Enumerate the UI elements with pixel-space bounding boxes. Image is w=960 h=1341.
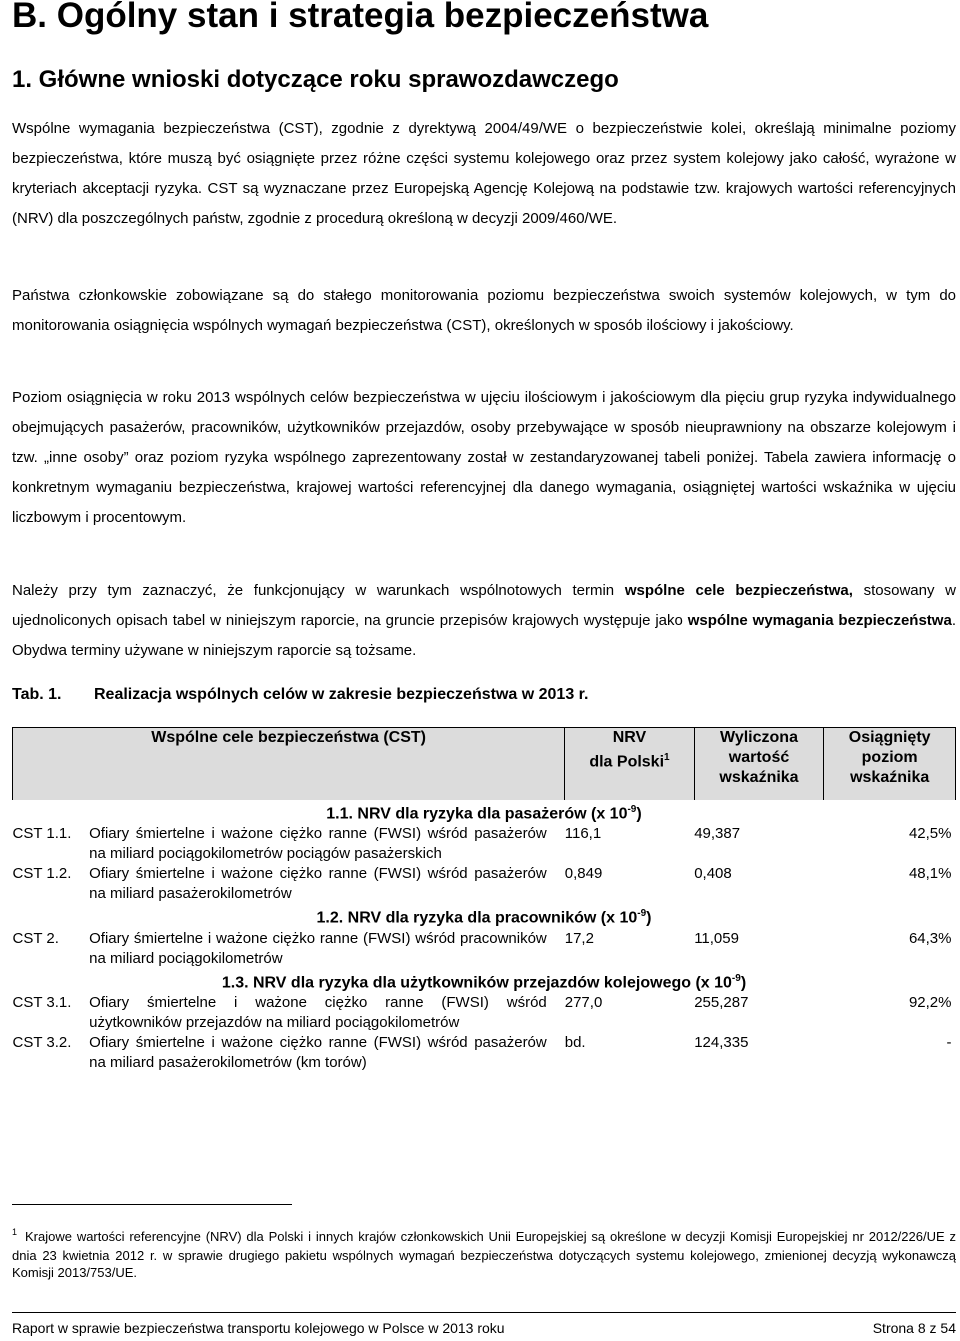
header-achieved: Osiągnięty poziom wskaźnika	[824, 728, 956, 801]
calculated-value: 124,335	[694, 1033, 749, 1051]
calculated-value: 0,408	[694, 865, 732, 883]
cst-code: CST 1.2.	[12, 865, 72, 883]
header-nrv: NRV dla Polski$^1$	[565, 728, 694, 801]
paragraph-terminology: Należy przy tym zaznaczyć, że funkcjonujący w warunkach wspólnotowych termin wspólne cele bezpieczeństwa, stosowany w ujednoliconych opisach tabel w niniejszym raporcie, na gruncie przepisów krajowych występuje jako wspólne wymagania bezpieczeństwa. Obydwa terminy używane w niniejszym raporcie są tożsame.	[12, 582, 956, 659]
table-header-row	[13, 728, 956, 801]
page-footer	[12, 1319, 956, 1337]
paragraph-monitoring: Państwa członkowskie zobowiązane są do stałego monitorowania poziomu bezpieczeństwa swoich systemów kolejowych, w tym do monitorowania osiągnięcia wspólnych wymagań bezpieczeństwa (CST), określonych w sposób ilościowy i jakościowy.	[12, 287, 956, 334]
footnote-text: Krajowe wartości referencyjne (NRV) dla Polski i innych krajów członkowskich Unii Europejskiej są określone w decyzji Komisji Europejskiej nr 2012/226/UE z dnia 23 kwietnia 2012 r. w sprawie drugiego pakietu wspólnych wymagań bezpieczeństwa dotyczących systemu kolejowego, zmienionej decyzją wykonawczą Komisji 2013/753/UE.	[12, 1229, 956, 1280]
footnote-divider	[12, 1204, 292, 1205]
achieved-percent: 42,5%	[908, 825, 952, 843]
table-caption	[12, 680, 588, 710]
cst-description: Ofiary śmiertelne i ważone ciężko ranne (FWSI) wśród użytkowników przejazdów na miliard pociągokilometrów	[89, 993, 547, 1031]
cst-description: Ofiary śmiertelne i ważone ciężko ranne (FWSI) wśród pasażerów na miliard pociągokilometrów pociągów pasażerskich	[89, 825, 547, 863]
section-title: B. Ogólny stan i strategia bezpieczeństwa	[12, 0, 709, 35]
table-row	[13, 1033, 956, 1073]
paragraph-achievement-level: Poziom osiągnięcia w roku 2013 wspólnych celów bezpieczeństwa w ujęciu ilościowym i jakościowym dla pięciu grup ryzyka indywidualnego obejmujących pasażerów, pracowników, użytkowników przejazdów, osoby przebywające w sposób nieuprawniony na obszarze kolejowym i tzw. „inne osoby” oraz poziom ryzyka wspólnego zaprezentowany został w zestandaryzowanej tabeli poniżej. Tabela zawiera informację o konkretnym wymaganiu bezpieczeństwa, krajowej wartości referencyjnej dla danego wymagania, osiągniętej wartości wskaźnika w ujęciu liczbowym i procentowym.	[12, 389, 956, 526]
footnote-mark: 1	[12, 1227, 18, 1237]
table-number: Tab. 1.	[12, 686, 62, 703]
table-group-row	[13, 969, 956, 993]
achieved-percent: 92,2%	[908, 993, 952, 1011]
table-title: Realizacja wspólnych celów w zakresie bezpieczeństwa w 2013 r.	[94, 686, 589, 703]
achieved-percent: 48,1%	[908, 865, 952, 883]
nrv-value: bd.	[564, 1033, 586, 1051]
achieved-percent: -	[946, 1033, 952, 1051]
table-row	[13, 864, 956, 904]
cst-code: CST 3.2.	[12, 1033, 72, 1051]
header-calculated: Wyliczona wartość wskaźnika	[694, 728, 824, 801]
cst-code: CST 1.1.	[12, 825, 72, 843]
header-cst: Wspólne cele bezpieczeństwa (CST)	[13, 728, 565, 801]
table-row	[13, 993, 956, 1033]
table-body	[13, 800, 956, 1073]
group-title: 1.3. NRV dla ryzyka dla użytkowników przejazdów kolejowego (x $10^{-9}$)	[221, 972, 747, 991]
calculated-value: 11,059	[694, 929, 739, 947]
cst-table	[12, 727, 956, 1073]
calculated-value: 49,387	[694, 825, 741, 843]
cst-description: Ofiary śmiertelne i ważone ciężko ranne (FWSI) wśród pracowników na miliard pociągokilometrów	[89, 929, 547, 967]
footnote	[12, 1228, 956, 1281]
paragraph-cst-definition: Wspólne wymagania bezpieczeństwa (CST), zgodnie z dyrektywą 2004/49/WE o bezpieczeństwie kolei, określają minimalne poziomy bezpieczeństwa, które muszą być osiągnięte przez różne części systemu kolejowego oraz przez system kolejowy jako całość, wyrażone w kryteriach akceptacji ryzyka. CST są wyznaczane przez Europejską Agencję Kolejową na podstawie tzw. krajowych wartości referencyjnych (NRV) dla poszczególnych państw, zgodnie z procedurą określoną w decyzji 2009/460/WE.	[12, 120, 956, 227]
footer-divider	[12, 1312, 956, 1313]
table-row	[13, 929, 956, 969]
footer-report-title: Raport w sprawie bezpieczeństwa transportu kolejowego w Polsce w 2013 roku	[12, 1320, 505, 1336]
table-group-row	[13, 904, 956, 928]
footer-page-number: Strona 8 z 54	[872, 1320, 956, 1336]
group-title: 1.2. NRV dla ryzyka dla pracowników (x $10^{-9}$)	[316, 908, 652, 927]
nrv-value: 116,1	[564, 825, 602, 843]
calculated-value: 255,287	[694, 993, 749, 1011]
cst-description: Ofiary śmiertelne i ważone ciężko ranne (FWSI) wśród pasażerów na miliard pasażerokilometrów (km torów)	[89, 1033, 547, 1071]
cst-code: CST 3.1.	[12, 993, 72, 1011]
subsection-title: 1. Główne wnioski dotyczące roku sprawozdawczego	[12, 66, 619, 93]
cst-code: CST 2.	[12, 929, 59, 947]
cst-description: Ofiary śmiertelne i ważone ciężko ranne (FWSI) wśród pasażerów na miliard pasażerokilometrów	[89, 865, 547, 903]
table-group-row	[13, 800, 956, 824]
group-title: 1.1. NRV dla ryzyka dla pasażerów (x $10^{-9}$)	[326, 804, 642, 823]
achieved-percent: 64,3%	[908, 929, 952, 947]
nrv-value: 0,849	[564, 865, 603, 883]
nrv-value: 17,2	[564, 929, 594, 947]
table-row	[13, 824, 956, 864]
nrv-value: 277,0	[564, 993, 603, 1011]
